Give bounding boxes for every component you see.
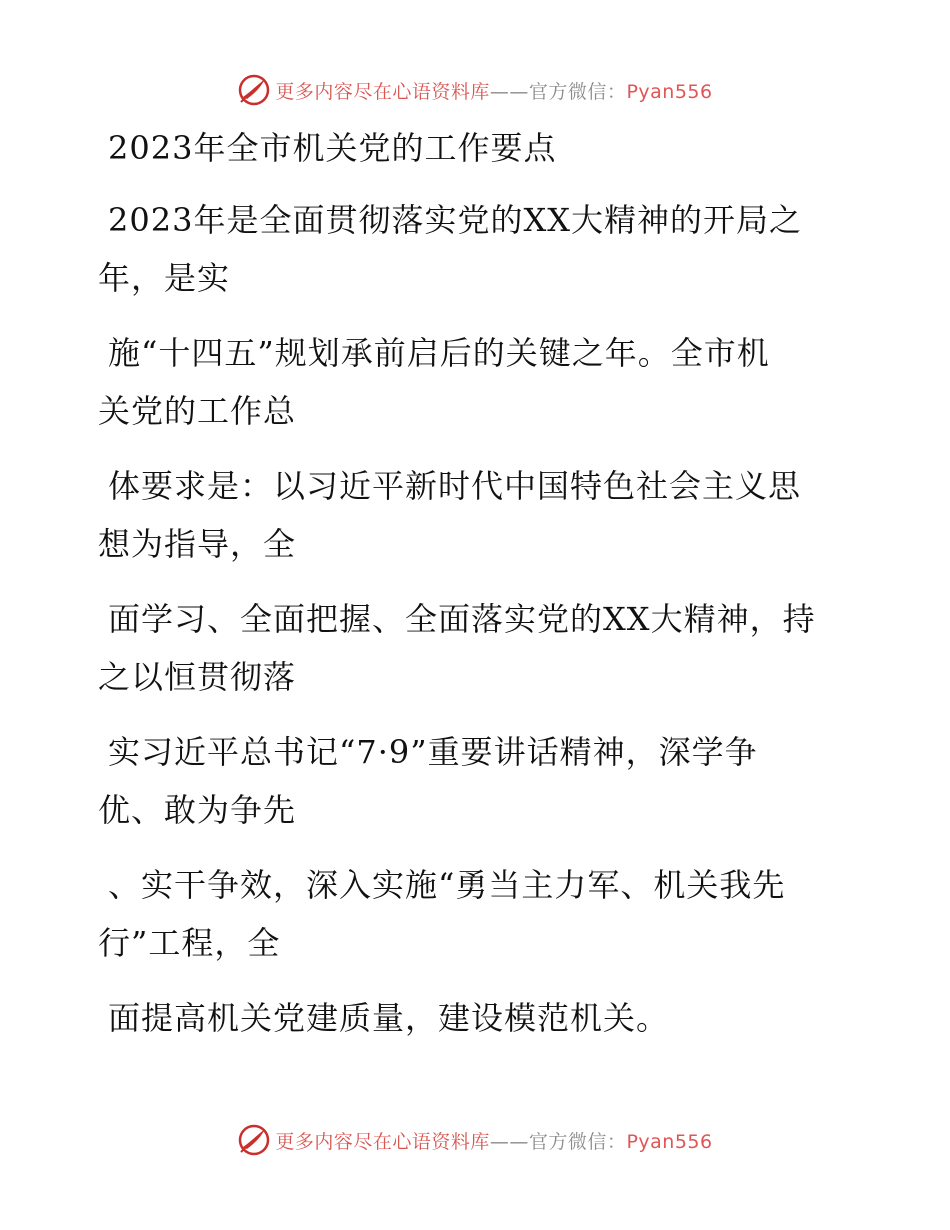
document-title: 2023年全市机关党的工作要点 bbox=[108, 129, 557, 167]
watermark-separator: —— bbox=[489, 80, 529, 103]
paragraph-line: 面学习、全面把握、全面落实党的XX大精神，持 bbox=[108, 600, 816, 638]
paragraph-line: 之以恒贯彻落 bbox=[98, 658, 297, 696]
paragraph-line: 面提高机关党建质量，建设模范机关。 bbox=[108, 999, 670, 1037]
watermark-brand: 更多内容尽在心语资料库 bbox=[275, 80, 490, 103]
watermark-text bbox=[275, 77, 712, 104]
watermark-wechat-label: 官方微信： bbox=[528, 80, 627, 103]
paragraph-line: 关党的工作总 bbox=[98, 392, 297, 430]
paragraph-line: 体要求是：以习近平新时代中国特色社会主义思 bbox=[108, 467, 802, 505]
watermark-wechat-id: Pyan556 bbox=[626, 1130, 713, 1153]
watermark-wechat-label: 官方微信： bbox=[528, 1130, 627, 1153]
paragraph-line: 、实干争效，深入实施“勇当主力军、机关我先 bbox=[108, 866, 786, 904]
quill-logo-icon bbox=[237, 1123, 271, 1157]
watermark-brand: 更多内容尽在心语资料库 bbox=[275, 1130, 490, 1153]
watermark-separator: —— bbox=[489, 1130, 529, 1153]
watermark-wechat-id: Pyan556 bbox=[626, 80, 713, 103]
watermark-banner-bottom bbox=[0, 1118, 950, 1162]
paragraph-line: 2023年是全面贯彻落实党的XX大精神的开局之 bbox=[108, 201, 803, 239]
quill-logo-icon bbox=[237, 73, 271, 107]
paragraph-line: 行”工程，全 bbox=[98, 924, 281, 962]
paragraph-line: 实习近平总书记“7·9”重要讲话精神，深学争 bbox=[108, 733, 758, 771]
watermark-text bbox=[275, 1127, 712, 1154]
watermark-banner-top bbox=[0, 68, 950, 112]
paragraph-line: 年，是实 bbox=[98, 259, 231, 297]
paragraph-line: 优、敢为争先 bbox=[98, 791, 297, 829]
paragraph-line: 施“十四五”规划承前启后的关键之年。全市机 bbox=[108, 334, 770, 372]
paragraph-line: 想为指导，全 bbox=[98, 525, 297, 563]
